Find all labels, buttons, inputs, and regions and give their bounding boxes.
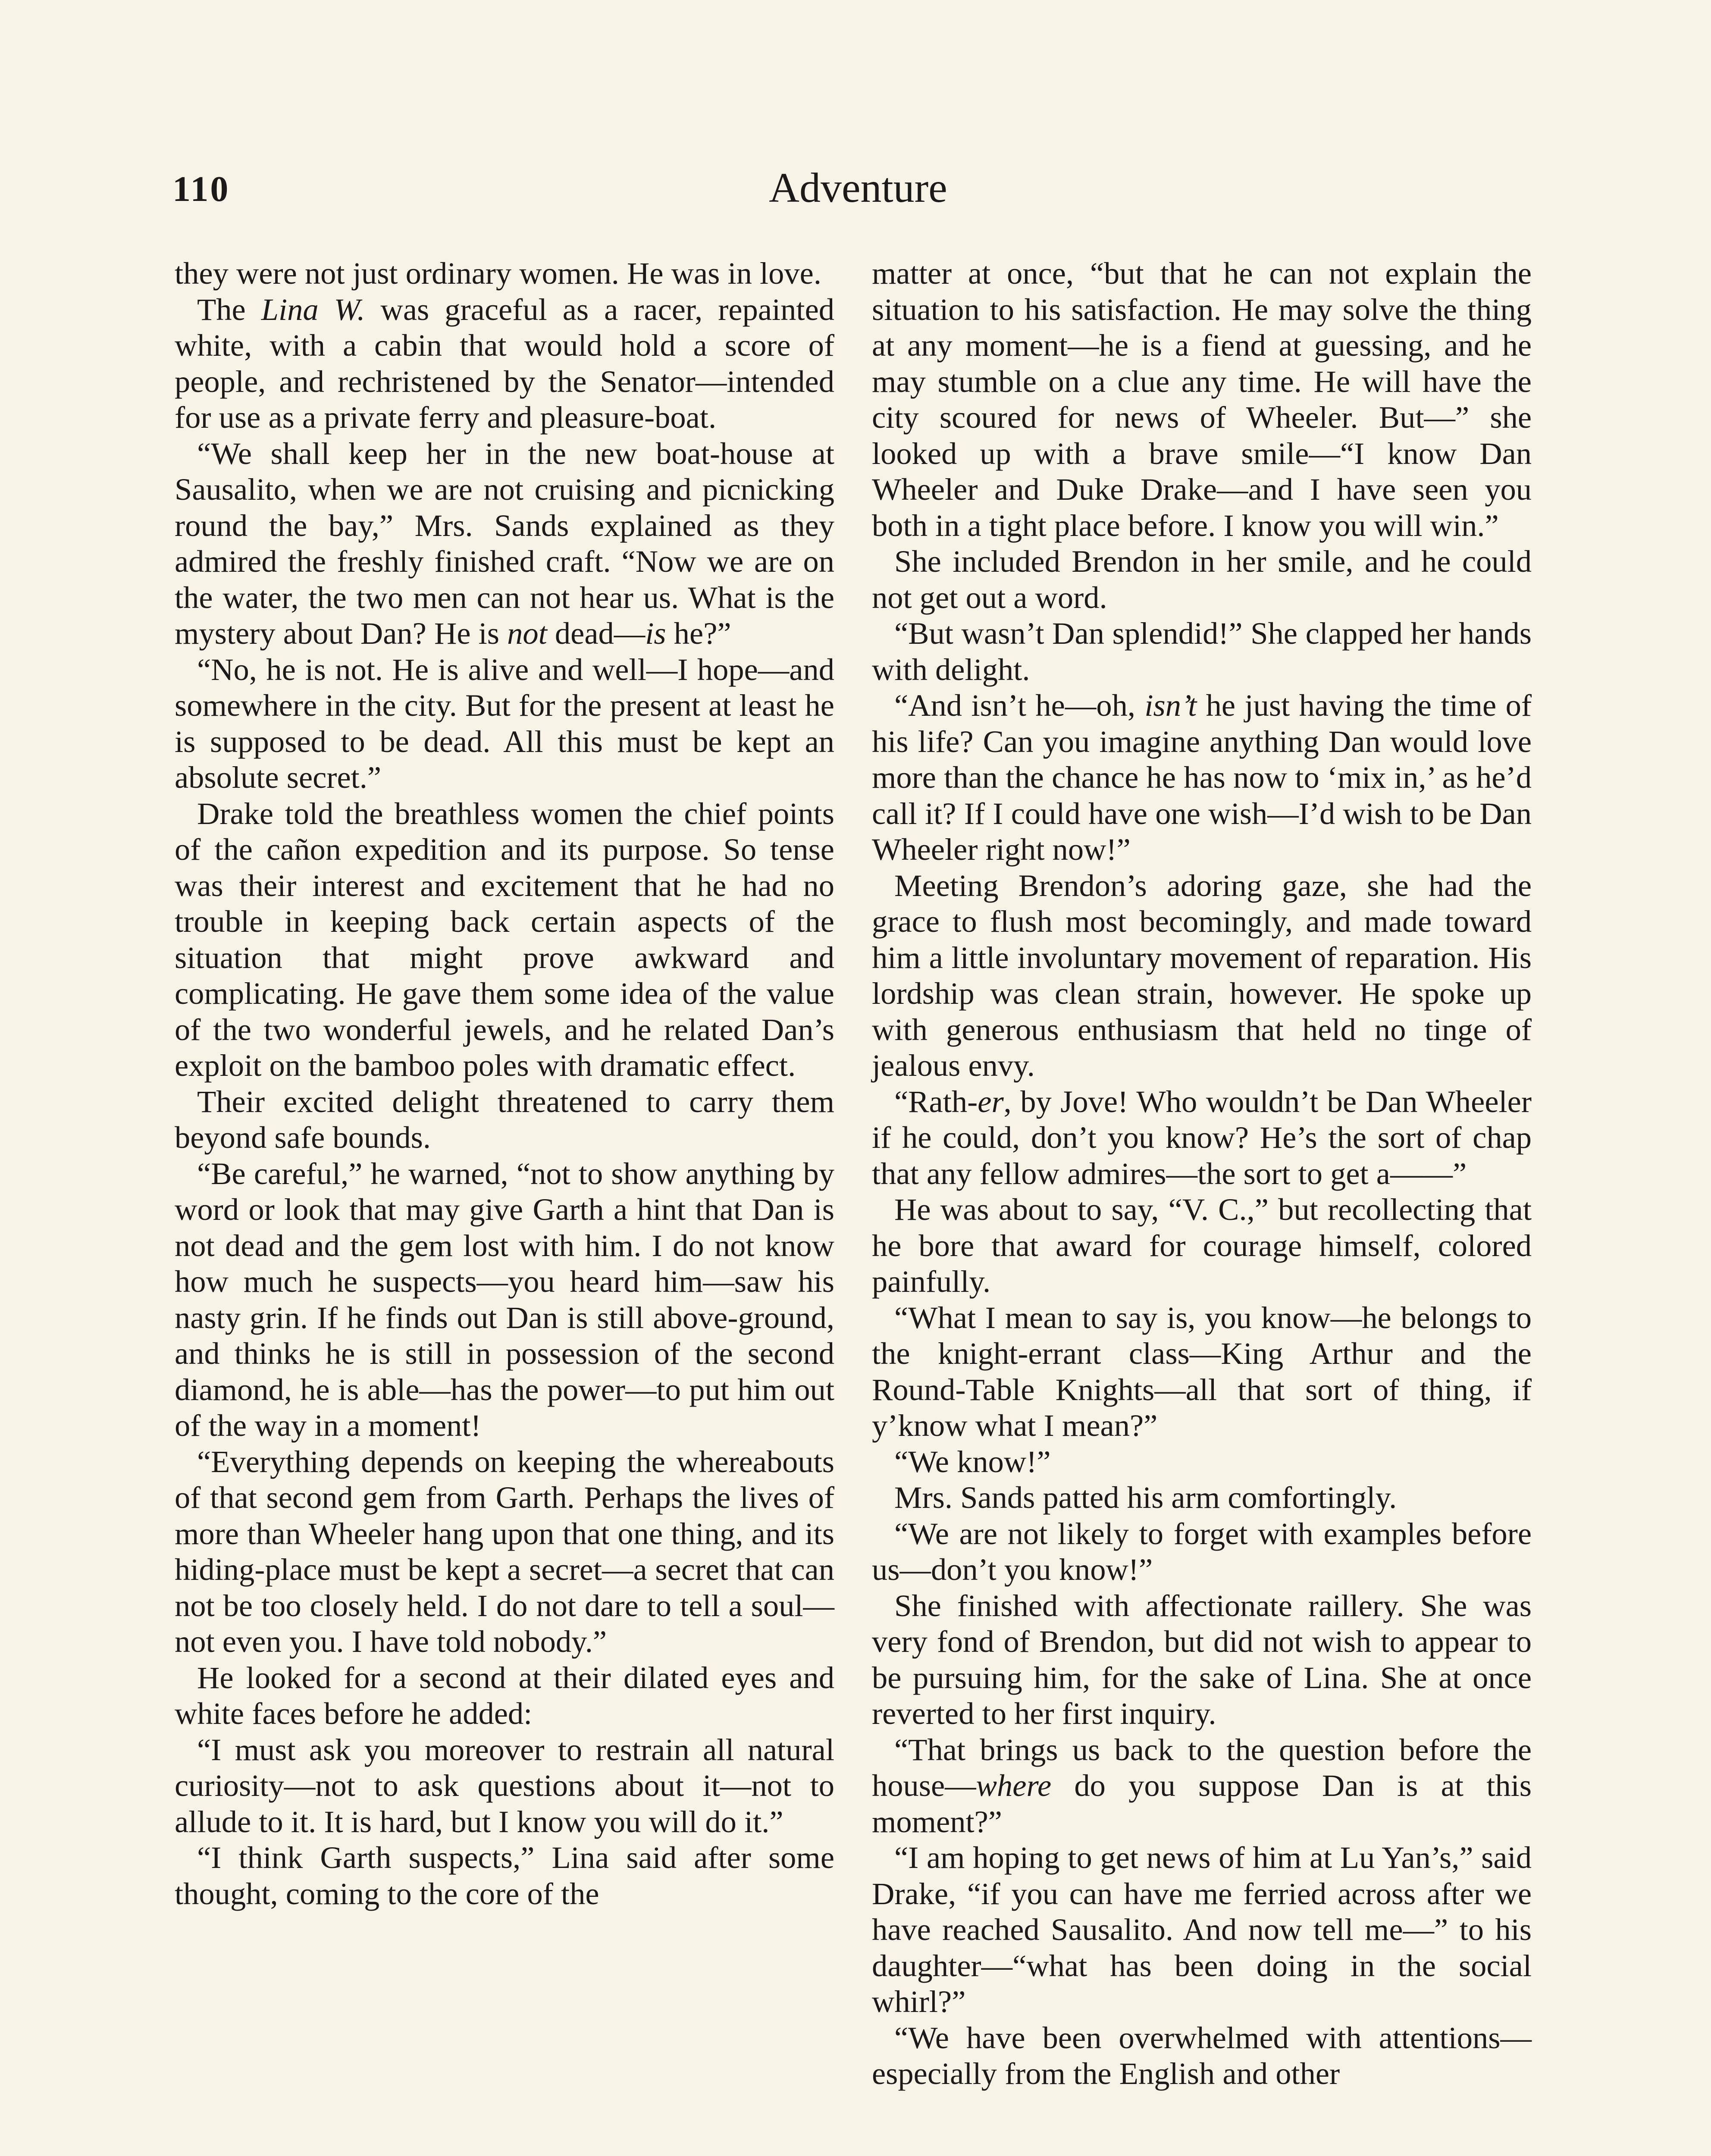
text-run: do you suppose Dan is at this moment?” [872, 1768, 1532, 1839]
paragraph [872, 615, 1532, 687]
text-run: was graceful as a racer, repainted white, with a cabin that would hold a score of people, and rechristened by the Senator—intended for use as a private ferry and pleasure-boat. [175, 291, 834, 435]
paragraph [872, 255, 1532, 543]
paragraph [872, 868, 1532, 1084]
text-run: Drake told the breathless women the chief points of the cañon expedition and its purpose. So tense was their interest and excitement that he had no trouble in keeping back certain aspects of the situation that might prove awkward and complicating. He gave them some idea of the value of the two wonderful jewels, and he related Dan’s exploit on the bamboo poles with dramatic effect. [175, 796, 834, 1083]
paragraph [872, 1300, 1532, 1444]
text-run: “And isn’t he—oh, [894, 688, 1145, 723]
italic-text: is [645, 616, 666, 651]
paragraph [872, 1516, 1532, 1588]
text-run: Their excited delight threatened to carry them beyond safe bounds. [175, 1084, 834, 1155]
paragraph [175, 1732, 834, 1840]
text-run: “We are not likely to forget with examples before us—don’t you know!” [872, 1516, 1532, 1587]
text-run: “I am hoping to get news of him at Lu Yan’s,” said Drake, “if you can have me ferried across after we have reached Sausalito. And now tell me—” to his daughter—“what has been doing in the social whirl?” [872, 1840, 1532, 2019]
text-run: “I must ask you moreover to restrain all natural curiosity—not to ask questions about it—not to allude to it. It is hard, but I know you will do it.” [175, 1732, 834, 1839]
text-run: matter at once, “but that he can not explain the situation to his satisfaction. He may solve the thing at any moment—he is a fiend at guessing, and he may stumble on a clue any time. He will have the city scoured for news of Wheeler. But—” she looked up with a brave smile—“I know Dan Wheeler and Duke Drake—and I have seen you both in a tight place before. I know you will win.” [872, 256, 1532, 543]
paragraph [175, 1839, 834, 1912]
italic-text: not [507, 616, 547, 651]
paragraph [175, 1444, 834, 1660]
paragraph [175, 796, 834, 1084]
text-run: The [197, 291, 261, 327]
paragraph [872, 1084, 1532, 1192]
text-run: “Rath- [894, 1084, 978, 1119]
text-run: they were not just ordinary women. He was in love. [175, 256, 821, 291]
text-run: He was about to say, “V. C.,” but recollecting that he bore that award for courage himself, colored painfully. [872, 1192, 1532, 1299]
text-run: “No, he is not. He is alive and well—I hope—and somewhere in the city. But for the present at least he is supposed to be dead. All this must be kept an absolute secret.” [175, 652, 834, 795]
italic-text: isn’t [1144, 688, 1197, 723]
paragraph [175, 652, 834, 796]
paragraph [872, 1732, 1532, 1840]
right-column [872, 255, 1532, 2092]
paragraph [872, 543, 1532, 615]
paragraph [175, 436, 834, 652]
paragraph [872, 1479, 1532, 1516]
italic-text: Lina W. [261, 291, 365, 327]
text-run: “What I mean to say is, you know—he belongs to the knight-errant class—King Arthur and the Round-Table Knights—all that sort of thing, if y’know what I mean?” [872, 1300, 1532, 1443]
paragraph [872, 687, 1532, 868]
text-run: “Be careful,” he warned, “not to show anything by word or look that may give Garth a hint that Dan is not dead and the gem lost with him. I do not know how much he suspects—you heard him—saw his nasty grin. If he finds out Dan is still above-ground, and thinks he is still in possession of the second diamond, he is able—has the power—to put him out of the way in a moment! [175, 1156, 834, 1443]
left-column [175, 255, 834, 1912]
paragraph [175, 291, 834, 436]
text-run: “We shall keep her in the new boat-house at Sausalito, when we are not cruising and picnicking round the bay,” Mrs. Sands explained as they admired the freshly finished craft. “Now we are on the water, the two men can not hear us. What is the mystery about Dan? He is [175, 436, 834, 651]
text-run: Meeting Brendon’s adoring gaze, she had the grace to flush most becomingly, and made toward him a little involuntary movement of reparation. His lordship was clean strain, however. He spoke up with generous enthusiasm that held no tinge of jealous envy. [872, 868, 1532, 1083]
page-number: 110 [172, 169, 230, 209]
text-run: “We have been overwhelmed with attentions—especially from the English and other [872, 2020, 1532, 2091]
text-run: Mrs. Sands patted his arm comfortingly. [894, 1480, 1397, 1515]
text-run: dead— [547, 616, 646, 651]
paragraph [872, 1191, 1532, 1300]
paragraph [872, 2020, 1532, 2092]
italic-text: er [978, 1084, 1004, 1119]
paragraph [872, 1839, 1532, 2020]
paragraph [872, 1588, 1532, 1732]
text-run: , by Jove! Who wouldn’t be Dan Wheeler if he could, don’t you know? He’s the sort of chap that any fellow admires—the sort to get a——” [872, 1084, 1532, 1191]
text-run: “We know!” [894, 1444, 1051, 1479]
paragraph [872, 1444, 1532, 1480]
text-run: “But wasn’t Dan splendid!” She clapped her hands with delight. [872, 616, 1532, 687]
text-run: “I think Garth suspects,” Lina said after some thought, coming to the core of the [175, 1840, 834, 1911]
paragraph [175, 1660, 834, 1732]
running-title: Adventure [769, 165, 947, 211]
text-run: he?” [666, 616, 731, 651]
text-run: She included Brendon in her smile, and he could not get out a word. [872, 544, 1532, 615]
italic-text: where [976, 1768, 1052, 1803]
paragraph [175, 1156, 834, 1444]
paragraph [175, 255, 834, 291]
paragraph [175, 1084, 834, 1156]
text-run: He looked for a second at their dilated eyes and white faces before he added: [175, 1660, 834, 1731]
text-run: he just having the time of his life? Can you imagine anything Dan would love more than the chance he has now to ‘mix in,’ as he’d call it? If I could have one wish—I’d wish to be Dan Wheeler right now!” [872, 688, 1532, 867]
text-run: She finished with affectionate raillery. She was very fond of Brendon, but did not wish to appear to be pursuing him, for the sake of Lina. She at once reverted to her first inquiry. [872, 1588, 1532, 1731]
page-header [172, 164, 1544, 224]
text-run: “Everything depends on keeping the whereabouts of that second gem from Garth. Perhaps the lives of more than Wheeler hang upon that one thing, and its hiding-place must be kept a secret—a secret that can not be too closely held. I do not dare to tell a soul—not even you. I have told nobody.” [175, 1444, 834, 1659]
text-run: “That brings us back to the question before the house— [872, 1732, 1532, 1803]
